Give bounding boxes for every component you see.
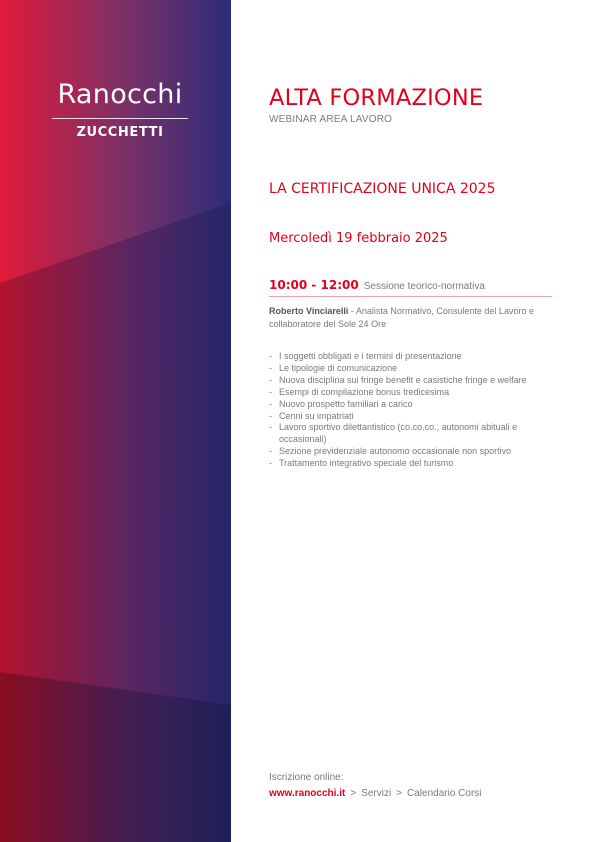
- breadcrumb-separator: >: [396, 788, 403, 799]
- list-item: - I soggetti obbligati e i termini di presentazione: [269, 351, 559, 363]
- list-item: - Le tipologie di comunicazione: [269, 363, 559, 375]
- page-title: ALTA FORMAZIONE: [269, 85, 484, 111]
- breadcrumb-separator: >: [350, 788, 357, 799]
- list-item: - Lavoro sportivo dilettantistico (co.co.co., autonomi abituali e occasionali): [269, 422, 559, 446]
- breadcrumb-calendario-corsi[interactable]: Calendario Corsi: [407, 788, 482, 799]
- session-label: Sessione teorico-normativa: [363, 281, 485, 292]
- signup-path: [269, 786, 482, 802]
- speaker-info: [269, 305, 559, 331]
- list-item: - Trattamento integrativo speciale del turismo: [269, 458, 559, 470]
- event-date: Mercoledì 19 febbraio 2025: [269, 231, 448, 246]
- topic-list: [269, 351, 559, 470]
- course-title: LA CERTIFICAZIONE UNICA 2025: [269, 181, 496, 197]
- list-item: - Nuova disciplina sui fringe benefit e casistiche fringe e welfare: [269, 375, 559, 387]
- list-item: - Esempi di compilazione bonus tredicesima: [269, 387, 559, 399]
- brand-divider: [52, 118, 188, 119]
- brand-logo: [52, 80, 188, 140]
- brand-name: Ranocchi: [57, 79, 183, 110]
- session-time: 10:00 - 12:00: [269, 278, 359, 292]
- website-link[interactable]: www.ranocchi.it: [269, 788, 346, 799]
- speaker-name: Roberto Vinciarelli: [269, 306, 349, 316]
- list-item: - Cenni su impatriati: [269, 411, 559, 423]
- signup-block: [269, 770, 482, 802]
- list-item: - Nuovo prospetto familiari a carico: [269, 399, 559, 411]
- brand-subname: ZUCCHETTI: [76, 125, 164, 140]
- session-row: [269, 276, 552, 297]
- brand-band: [0, 0, 231, 842]
- page-subtitle: WEBINAR AREA LAVORO: [269, 114, 393, 125]
- breadcrumb-servizi[interactable]: Servizi: [361, 788, 392, 799]
- speaker-role: - Analista Normativo, Consulente del Lavoro e collaboratore del Sole 24 Ore: [269, 306, 534, 329]
- signup-label: Iscrizione online:: [269, 772, 344, 783]
- list-item: - Sezione previdenziale autonomo occasionale non sportivo: [269, 446, 559, 458]
